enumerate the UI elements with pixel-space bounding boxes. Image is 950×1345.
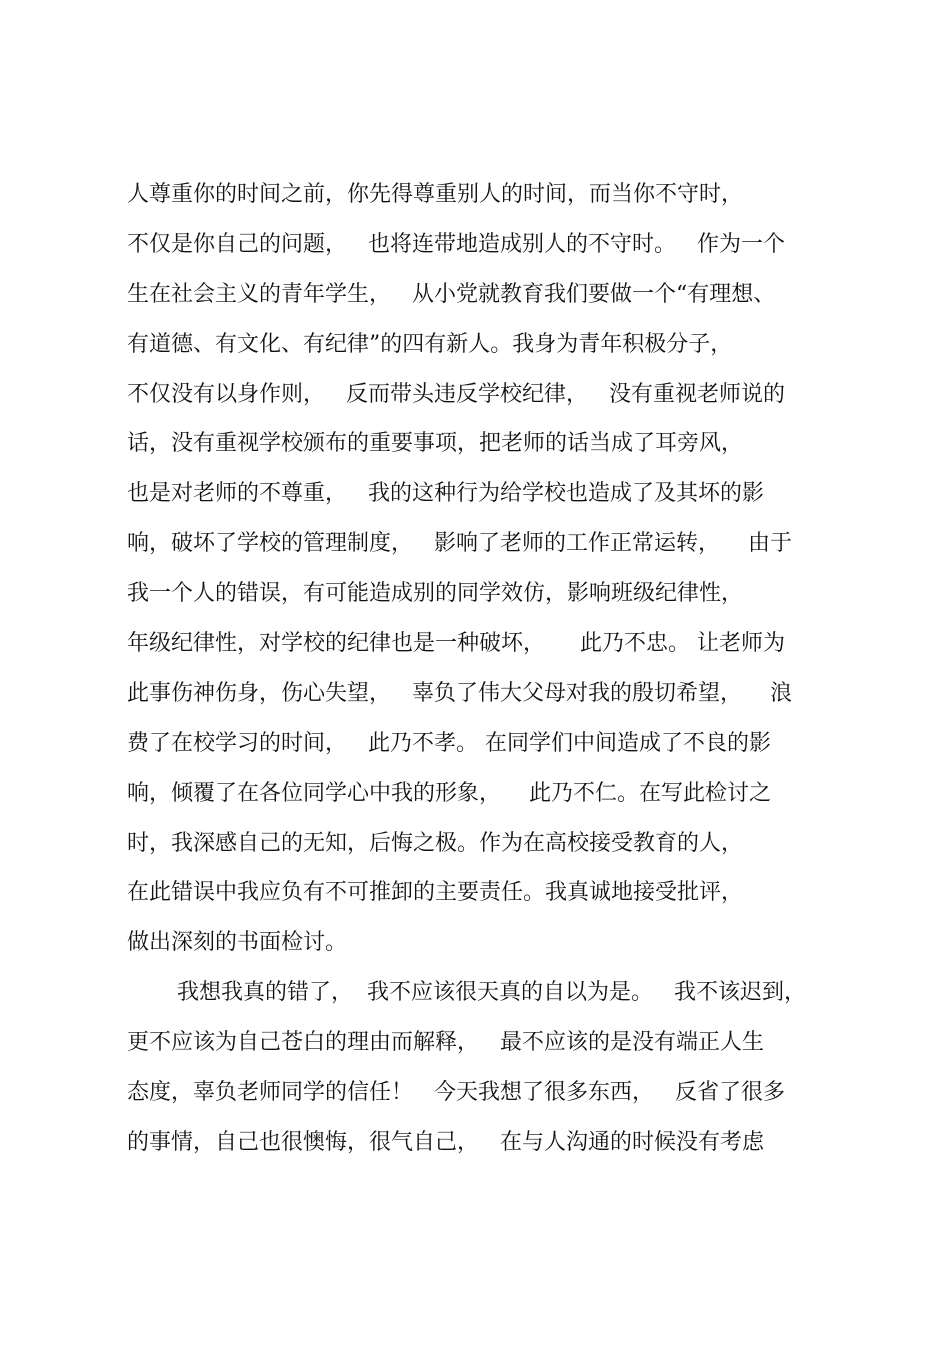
text-line-14: 时，我深感自己的无知，后悔之极。作为在高校接受教育的人， bbox=[127, 830, 744, 856]
text-line-5: 不仅没有以身作则， 反而带头违反学校纪律， 没有重视老师说的 bbox=[127, 381, 785, 407]
text-line-7: 也是对老师的不尊重， 我的这种行为给学校也造成了及其坏的影 bbox=[127, 481, 764, 507]
text-line-1: 人尊重你的时间之前，你先得尊重别人的时间，而当你不守时， bbox=[127, 182, 744, 207]
text-line-3: 生在社会主义的青年学生， 从小党就教育我们要做一个“有理想、 bbox=[127, 281, 776, 307]
text-line-4: 有道德、有文化、有纪律”的四有新人。我身为青年积极分子， bbox=[127, 331, 733, 357]
text-line-11: 此事伤神伤身，伤心失望， 辜负了伟大父母对我的殷切希望， 浪 bbox=[127, 680, 792, 706]
text-line-13: 响，倾覆了在各位同学心中我的形象， 此乃不仁。在写此检讨之 bbox=[127, 780, 771, 806]
text-line-17: 我想我真的错了， 我不应该很天真的自以为是。 我不该迟到， bbox=[177, 980, 806, 1006]
text-line-2: 不仅是你自己的问题， 也将连带地造成别人的不守时。 作为一个 bbox=[127, 231, 785, 257]
text-line-20: 的事情，自己也很懊悔，很气自己， 在与人沟通的时候没有考虑 bbox=[127, 1129, 764, 1155]
text-line-8: 响，破坏了学校的管理制度， 影响了老师的工作正常运转， 由于 bbox=[127, 531, 792, 557]
text-line-10: 年级纪律性，对学校的纪律也是一种破坏， 此乃不忠。 让老师为 bbox=[127, 631, 785, 657]
text-line-15: 在此错误中我应负有不可推卸的主要责任。我真诚地接受批评， bbox=[127, 880, 744, 906]
text-line-12: 费了在校学习的时间， 此乃不孝。 在同学们中间造成了不良的影 bbox=[127, 730, 771, 756]
text-line-19: 态度，辜负老师同学的信任！ 今天我想了很多东西， 反省了很多 bbox=[127, 1080, 785, 1106]
text-line-9: 我一个人的错误，有可能造成别的同学效仿，影响班级纪律性， bbox=[127, 581, 744, 607]
text-line-16: 做出深刻的书面检讨。 bbox=[127, 930, 348, 956]
text-line-18: 更不应该为自己苍白的理由而解释， 最不应该的是没有端正人生 bbox=[127, 1030, 764, 1056]
text-line-6: 话，没有重视学校颁布的重要事项，把老师的话当成了耳旁风， bbox=[127, 431, 744, 457]
body-text bbox=[127, 178, 847, 1176]
